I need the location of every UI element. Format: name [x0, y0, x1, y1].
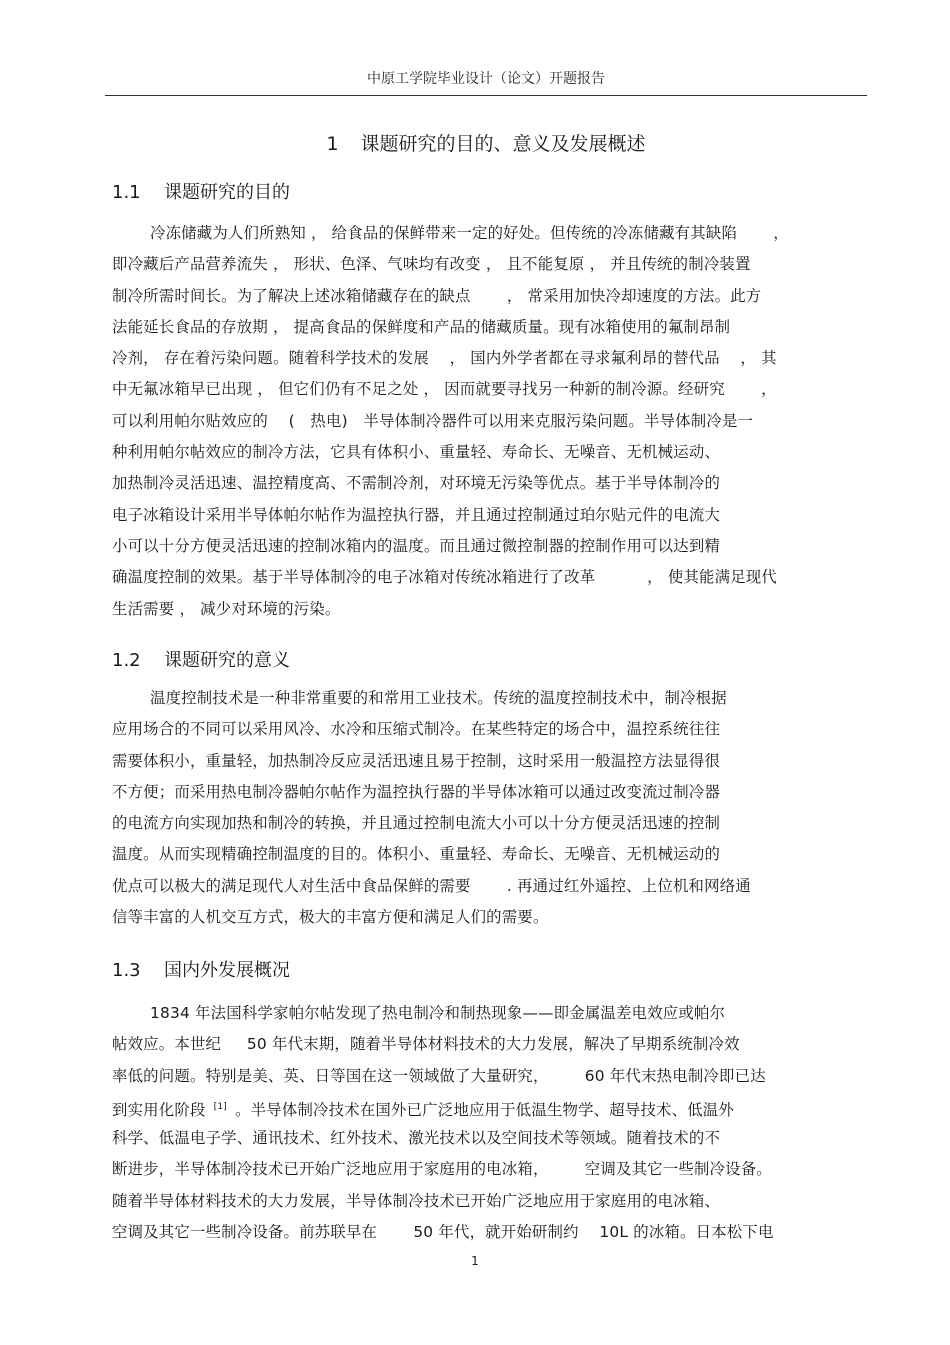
citation-marker: [1]	[213, 1101, 227, 1112]
section-heading-1-1	[112, 181, 290, 205]
text-line: 法能延长食品的存放期 ， 提高食品的保鲜度和产品的储藏质量。现有冰箱使用的氟制昂制	[112, 317, 731, 336]
text-line: 优点可以极大的满足现代人对生活中食品保鲜的需要 . 再通过红外遥控、上位机和网络通	[112, 876, 751, 895]
text-line: 小可以十分方便灵活迅速的控制冰箱内的温度。而且通过微控制器的控制作用可以达到精	[112, 536, 721, 555]
text-line: 可以利用帕尔贴效应的 ( 热电) 半导体制冷器件可以用来克服污染问题。半导体制冷是一	[112, 411, 754, 430]
paragraph-development	[112, 998, 872, 1248]
text-line: 应用场合的不同可以采用风冷、水冷和压缩式制冷。在某些特定的场合中，温控系统往往	[112, 720, 721, 739]
text-line: 不方便；而采用热电制冷器帕尔帖作为温控执行器的半导体冰箱可以通过改变流过制冷器	[112, 782, 721, 801]
text-line: 加热制冷灵活迅速、温控精度高、不需制冷剂，对环境无污染等优点。基于半导体制冷的	[112, 474, 721, 493]
text-line: 温度控制技术是一种非常重要的和常用工业技术。传统的温度控制技术中，制冷根据	[150, 689, 727, 707]
text-line: 信等丰富的人机交互方式，极大的丰富方便和满足人们的需要。	[112, 908, 549, 927]
section-number: 1.2	[112, 650, 141, 671]
paragraph-purpose	[112, 218, 872, 625]
section-title: 课题研究的意义	[164, 650, 290, 671]
text-line: 冷剂， 存在着污染问题。随着科学技术的发展 ， 国内外学者都在寻求氟利昂的替代品 ， 其	[112, 349, 777, 368]
text-line: 帖效应。本世纪 50 年代末期，随着半导体材料技术的大力发展，解决了早期系统制冷效	[112, 1035, 740, 1054]
running-header: 中原工学院毕业设计（论文）开题报告	[367, 71, 605, 87]
section-heading-1-3	[112, 959, 290, 983]
text-line: 的电流方向实现加热和制冷的转换，并且通过控制电流大小可以十分方便灵活迅速的控制	[112, 814, 721, 833]
page-number: 1	[471, 1254, 479, 1268]
text-line: 即冷藏后产品营养流失 ， 形状、色泽、气味均有改变 ， 且不能复原 ， 并且传统的制冷装置	[112, 255, 751, 274]
chapter-title: 课题研究的目的、意义及发展概述	[360, 133, 646, 155]
section-title: 国内外发展概况	[164, 960, 290, 981]
text-line: 到实用化阶段 [1] 。半导体制冷技术在国外已广泛地应用于低温生物学、超导技术、低温外	[112, 1100, 734, 1119]
text-line: 科学、低温电子学、通讯技术、红外技术、激光技术以及空间技术等领域。随着技术的不	[112, 1129, 721, 1148]
header-divider	[105, 95, 867, 96]
text-line: 需要体积小，重量轻，加热制冷反应灵活迅速且易于控制，这时采用一般温控方法显得很	[112, 751, 721, 770]
text-line: 中无氟冰箱早已出现 ， 但它们仍有不足之处 ， 因而就要寻找另一种新的制冷源。经研究 ，	[112, 380, 777, 399]
chapter-heading	[105, 131, 867, 157]
chapter-number: 1	[326, 133, 339, 155]
text-line: 随着半导体材料技术的大力发展，半导体制冷技术已开始广泛地应用于家庭用的电冰箱、	[112, 1191, 721, 1210]
paragraph-significance	[112, 683, 872, 933]
section-number: 1.1	[112, 182, 141, 203]
text-line: 冷冻储藏为人们所熟知 ， 给食品的保鲜带来一定的好处。但传统的冷冻储藏有其缺陷 ，	[150, 224, 789, 242]
text-line: 种利用帕尔帖效应的制冷方法，它具有体积小、重量轻、寿命长、无噪音、无机械运动、	[112, 443, 721, 462]
text-line: 断进步，半导体制冷技术已开始广泛地应用于家庭用的电冰箱， 空调及其它一些制冷设备。	[112, 1160, 772, 1179]
text-line: 电子冰箱设计采用半导体帕尔帖作为温控执行器，并且通过控制通过珀尔贴元件的电流大	[112, 505, 721, 524]
text-line: 生活需要 ， 减少对环境的污染。	[112, 599, 341, 618]
text-line: 1834 年法国科学家帕尔帖发现了热电制冷和制热现象——即金属温差电效应或帕尔	[150, 1004, 726, 1022]
text-line: 温度。从而实现精确控制温度的目的。体积小、重量轻、寿命长、无噪音、无机械运动的	[112, 845, 721, 864]
text-line: 率低的问题。特别是美、英、日等国在这一领域做了大量研究， 60 年代末热电制冷即已达	[112, 1066, 766, 1085]
text-line: 空调及其它一些制冷设备。前苏联早在 50 年代，就开始研制约 10L 的冰箱。日本松下电	[112, 1223, 774, 1242]
text-line: 确温度控制的效果。基于半导体制冷的电子冰箱对传统冰箱进行了改革 ， 使其能满足现代	[112, 568, 777, 587]
section-title: 课题研究的目的	[164, 182, 290, 203]
section-heading-1-2	[112, 649, 290, 673]
text-line: 制冷所需时间长。为了解决上述冰箱储藏存在的缺点 ， 常采用加快冷却速度的方法。此方	[112, 286, 762, 305]
section-number: 1.3	[112, 960, 141, 981]
